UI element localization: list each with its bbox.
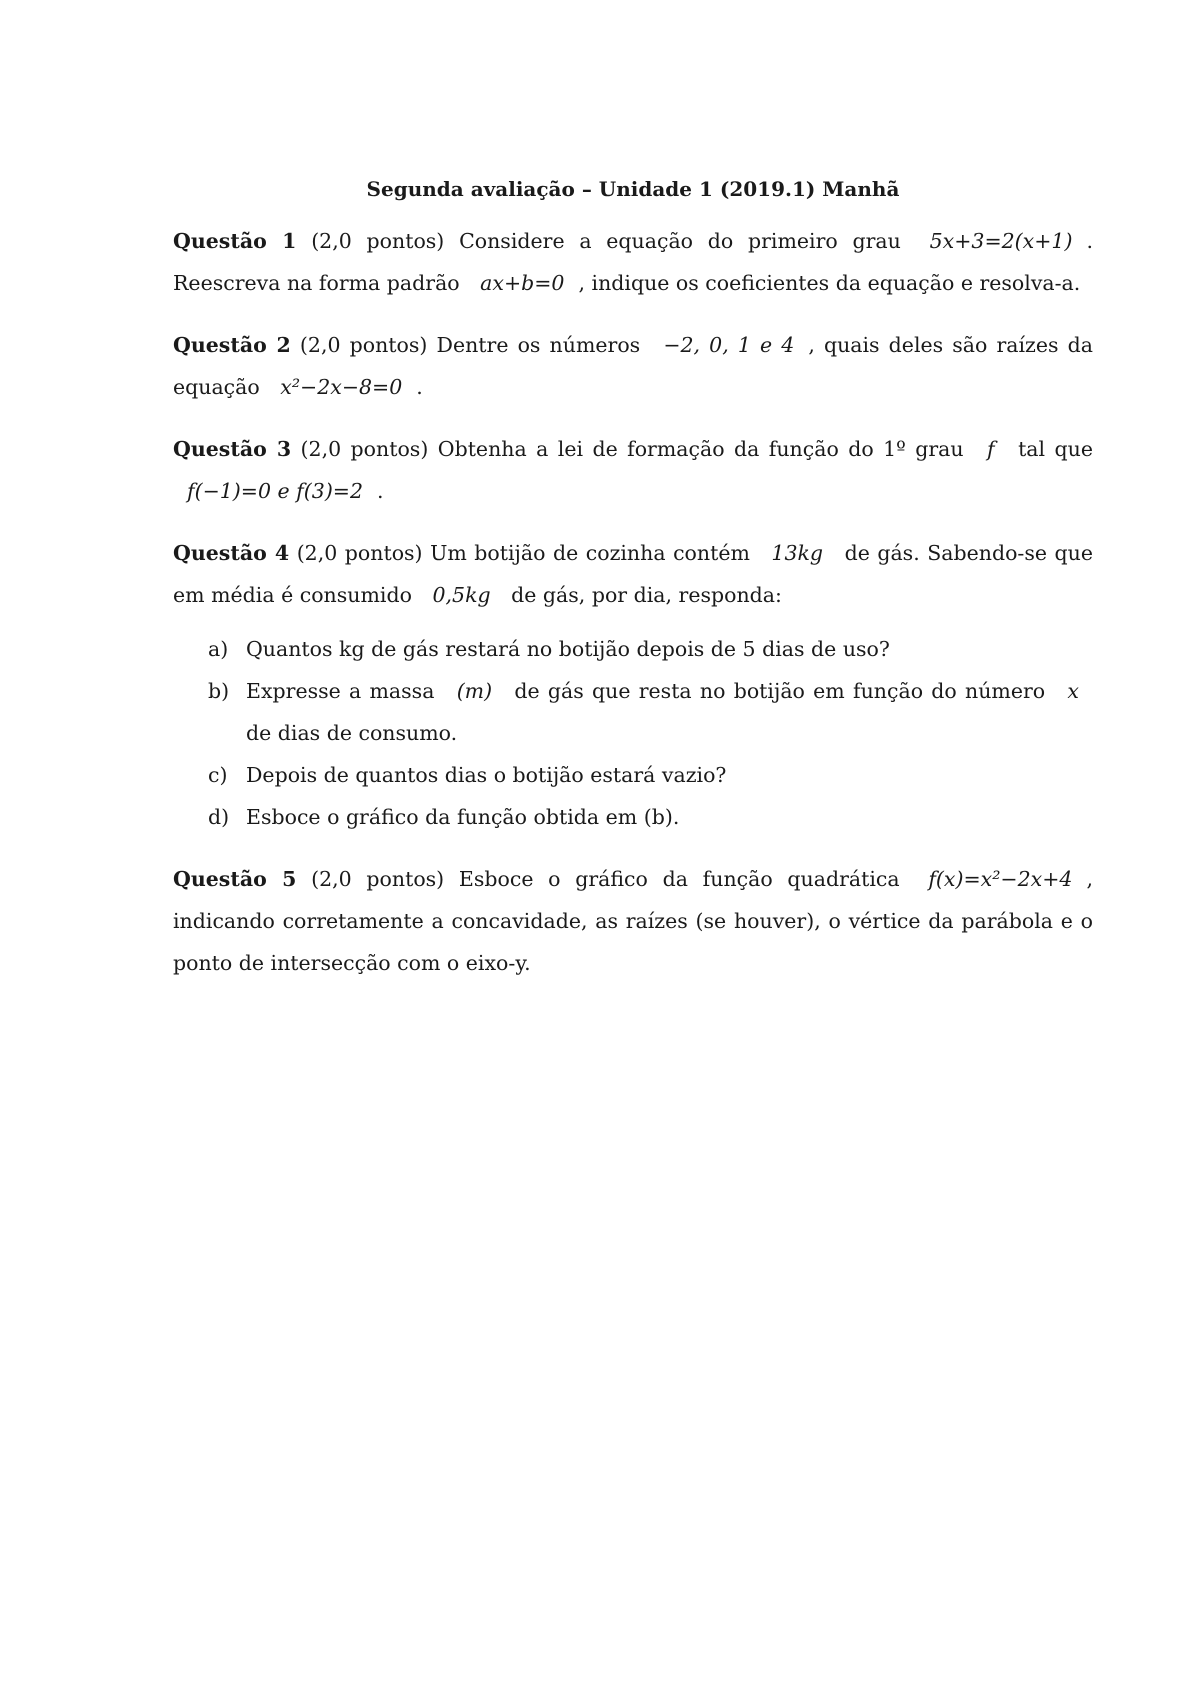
question-3-function-symbol: f — [987, 437, 995, 461]
question-5-points: (2,0 pontos) — [311, 867, 445, 891]
question-2-numbers: −2, 0, 1 e 4 — [663, 333, 795, 357]
question-2-text-b: , quais deles são raízes da equação — [173, 333, 1093, 399]
question-4-text-b: de gás. Sabendo-se que em média é consumido — [173, 541, 1093, 607]
question-1-points: (2,0 pontos) — [311, 229, 445, 253]
question-5-function: f(x)=x²−2x+4 — [928, 867, 1073, 891]
question-1-standard-form: ax+b=0 — [480, 271, 565, 295]
question-3-text-b: tal que — [1018, 437, 1093, 461]
question-3 — [173, 428, 1093, 512]
question-4-text-a: Um botijão de cozinha contém — [430, 541, 750, 565]
exam-page — [173, 168, 1093, 1004]
question-4-label: Questão 4 — [173, 541, 290, 565]
item-text: de gás que resta no botijão em função do número — [514, 679, 1046, 703]
item-text: Depois de quantos dias o botijão estará vazio? — [246, 763, 727, 787]
list-item — [208, 670, 1093, 754]
question-1-label: Questão 1 — [173, 229, 297, 253]
question-1-text-b: . Reescreva na forma padrão — [173, 229, 1093, 295]
question-5 — [173, 858, 1093, 984]
question-1 — [173, 220, 1093, 304]
item-text: Esboce o gráfico da função obtida em (b). — [246, 805, 680, 829]
item-math-x: x — [1067, 679, 1079, 703]
question-5-text-a: Esboce o gráfico da função quadrática — [458, 867, 900, 891]
list-item — [208, 628, 1093, 670]
question-3-conditions: f(−1)=0 e f(3)=2 — [187, 479, 364, 503]
question-4-mass: 13kg — [771, 541, 824, 565]
question-4 — [173, 532, 1093, 616]
item-marker: d) — [208, 805, 230, 829]
item-text: de dias de consumo. — [246, 721, 458, 745]
question-4-text-c: de gás, por dia, responda: — [511, 583, 782, 607]
question-4-points: (2,0 pontos) — [296, 541, 423, 565]
question-3-points: (2,0 pontos) — [300, 437, 429, 461]
question-1-text-c: , indique os coeficientes da equação e resolva-a. — [578, 271, 1081, 295]
item-marker: b) — [208, 679, 230, 703]
question-1-text-a: Considere a equação do primeiro grau — [459, 229, 901, 253]
list-item — [208, 796, 1093, 838]
item-text: Quantos kg de gás restará no botijão depois de 5 dias de uso? — [246, 637, 890, 661]
question-2-label: Questão 2 — [173, 333, 291, 357]
question-2-points: (2,0 pontos) — [299, 333, 428, 357]
question-2-equation: x²−2x−8=0 — [280, 375, 403, 399]
question-3-text-c: . — [377, 479, 384, 503]
list-item — [208, 754, 1093, 796]
question-3-text-a: Obtenha a lei de formação da função do 1º grau — [437, 437, 964, 461]
question-4-daily-consumption: 0,5kg — [432, 583, 491, 607]
question-3-label: Questão 3 — [173, 437, 292, 461]
item-text: Expresse a massa — [246, 679, 435, 703]
question-4-items — [173, 628, 1093, 838]
question-5-label: Questão 5 — [173, 867, 297, 891]
page-title: Segunda avaliação – Unidade 1 (2019.1) Manhã — [366, 177, 900, 201]
item-marker: c) — [208, 763, 228, 787]
item-math-m: (m) — [456, 679, 493, 703]
question-2-text-c: . — [416, 375, 423, 399]
question-1-equation: 5x+3=2(x+1) — [929, 229, 1073, 253]
question-2-text-a: Dentre os números — [436, 333, 641, 357]
question-5-text-b: , indicando corretamente a concavidade, as raízes (se houver), o vértice da parábola e o ponto de intersecção com o eixo-y. — [173, 867, 1093, 975]
question-2 — [173, 324, 1093, 408]
item-marker: a) — [208, 637, 229, 661]
